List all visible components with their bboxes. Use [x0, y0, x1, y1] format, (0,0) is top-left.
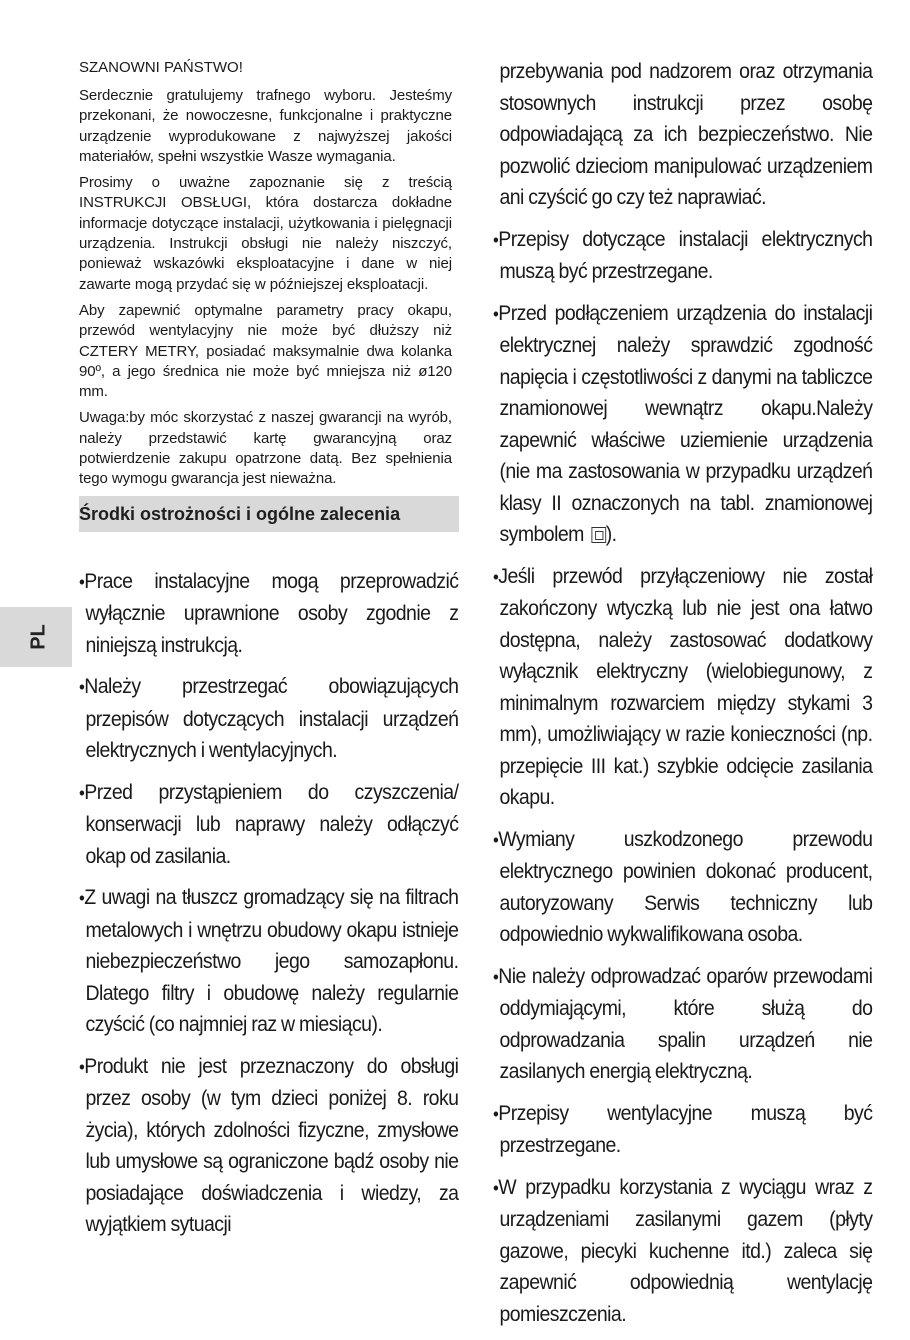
list-item-text: Jeśli przewód przyłączeniowy nie został zakończony wtyczką lub nie jest ona łatwo dostępna, należy zastosować dodatkowy wyłącznik elektryczny (wielobiegunowy, z minimalnym rozwarciem między stykami 3 mm), umożliwiający w razie konieczności (np. przepięcie III kat.) szybkie odcięcie zasilania okapu. — [498, 564, 873, 809]
right-column — [493, 56, 873, 1340]
list-item — [493, 1098, 872, 1162]
bullet-glyph: • — [493, 829, 499, 850]
list-item-text: Prace instalacyjne mogą przeprowadzić wyłącznie uprawnione osoby zgodnie z niniejszą instrukcją. — [84, 569, 459, 657]
list-item-text: W przypadku korzystania z wyciągu wraz z urządzeniami zasilanymi gazem (płyty gazowe, piecyki kuchenne itd.) zaleca się zapewnić odpowiednią wentylację pomieszczenia. — [498, 1175, 873, 1326]
language-tab-label: PL — [27, 624, 50, 650]
list-item-text: Wymiany uszkodzonego przewodu elektrycznego powinien dokonać producent, autoryzowany Serwis techniczny lub odpowiednio wykwalifikowana osoba. — [498, 827, 873, 946]
list-item — [493, 298, 872, 551]
list-item-text: Przepisy wentylacyjne muszą być przestrzegane. — [498, 1101, 873, 1157]
list-item — [493, 1172, 872, 1331]
continued-text: przebywania pod nadzorem oraz otrzymania stosownych instrukcji przez osobę odpowiadającą za ich bezpieczeństwo. Nie pozwolić dzieciom manipulować urządzeniem ani czyścić go czy też naprawiać. — [499, 60, 873, 209]
bullet-glyph: • — [79, 1056, 85, 1077]
list-item — [79, 671, 458, 767]
list-item-text: Nie należy odprowadzać oparów przewodami oddymiającymi, które służą do odprowadzania spalin urządzeń nie zasilanych energią elektryczną. — [498, 964, 873, 1083]
language-tab — [0, 607, 72, 667]
list-item-text: Z uwagi na tłuszcz gromadzący się na filtrach metalowych i wnętrzu obudowy okapu istnieje niebezpieczeństwo jego samozapłonu. Dlatego filtry i obudowę należy regularnie czyścić (co najmniej raz w miesiącu). — [84, 886, 459, 1037]
intro-paragraph: Serdecznie gratulujemy trafnego wyboru. Jesteśmy przekonani, że nowoczesne, funkcjonalne i praktyczne urządzenie wyprodukowane z najwyższej jakości materiałów, spełni wszystkie Wasze wymagania. — [79, 87, 452, 165]
bullet-glyph: • — [79, 677, 85, 698]
class-ii-double-insulation-icon — [591, 527, 606, 543]
list-item-text: Produkt nie jest przeznaczony do obsługi przez osoby (w tym dzieci poniżej 8. roku życia), których zdolności fizyczne, zmysłowe lub umysłowe są ograniczone bądź osoby nie posiadające doświadczenia i wiedzy, za wyjątkiem sytuacji — [84, 1054, 459, 1237]
bullet-glyph: • — [79, 782, 85, 803]
list-item — [493, 961, 872, 1088]
list-item — [79, 882, 458, 1041]
list-item — [79, 566, 458, 662]
right-bullet-list — [493, 224, 873, 1331]
list-item — [79, 777, 458, 873]
intro-paragraph: Aby zapewnić optymalne parametry pracy okapu, przewód wentylacyjny nie może być dłuższy niż CZTERY METRY, posiadać maksymalnie dwa kolanka 90º, a jego średnica nie może być mniejsza niż ø120 mm. — [79, 301, 452, 401]
bullet-glyph: • — [493, 303, 499, 324]
list-item-text: Należy przestrzegać obowiązujących przepisów dotyczących instalacji urządzeń elektrycznych i wentylacyjnych. — [84, 675, 459, 763]
left-bullet-list — [79, 566, 459, 1241]
bullet-glyph: • — [79, 888, 85, 909]
bullet-glyph: • — [79, 571, 85, 592]
list-item — [79, 1051, 458, 1241]
section-heading: Środki ostrożności i ogólne zalecenia — [79, 496, 459, 532]
bullet-glyph: • — [493, 229, 499, 250]
bullet-glyph: • — [493, 966, 499, 987]
bullet-glyph: • — [493, 566, 499, 587]
list-item-text: Przed przystąpieniem do czyszczenia/ konserwacji lub naprawy należy odłączyć okap od zasilania. — [84, 780, 459, 868]
list-item — [493, 824, 872, 951]
list-item — [493, 224, 872, 288]
bullet-glyph: • — [493, 1177, 499, 1198]
list-item-text: Przepisy dotyczące instalacji elektrycznych muszą być przestrzegane. — [498, 227, 873, 283]
list-item-suffix: ). — [605, 523, 617, 546]
intro-paragraph: Prosimy o uważne zapoznanie się z treścią INSTRUKCJI OBSŁUGI, która dostarcza dokładne informacje dotyczące instalacji, użytkowania i pielęgnacji urządzenia. Instrukcji obsługi nie należy niszczyć, ponieważ wskazówki eksploatacyjne i dane w niej zawarte mogą przydać się w późniejszej eksploatacji. — [79, 174, 452, 293]
greeting: SZANOWNI PAŃSTWO! — [79, 59, 243, 76]
left-column — [79, 58, 459, 1251]
list-item-text: Przed podłączeniem urządzenia do instalacji elektrycznej należy sprawdzić zgodność napięcia i częstotliwości z danymi na tabliczce znamionowej wewnątrz okapu.Należy zapewnić właściwe uziemienie urządzenia (nie ma zastosowania w przypadku urządzeń klasy II oznaczonych na tabl. znamionowej symbolem — [498, 301, 873, 546]
list-item — [493, 561, 872, 814]
intro-paragraph: Uwaga:by móc skorzystać z naszej gwarancji na wyrób, należy przedstawić kartę gwarancyjną oraz potwierdzenie zakupu opatrzone datą. Bez spełnienia tego wymogu gwarancja jest nieważna. — [79, 409, 452, 488]
bullet-glyph: • — [493, 1103, 499, 1124]
